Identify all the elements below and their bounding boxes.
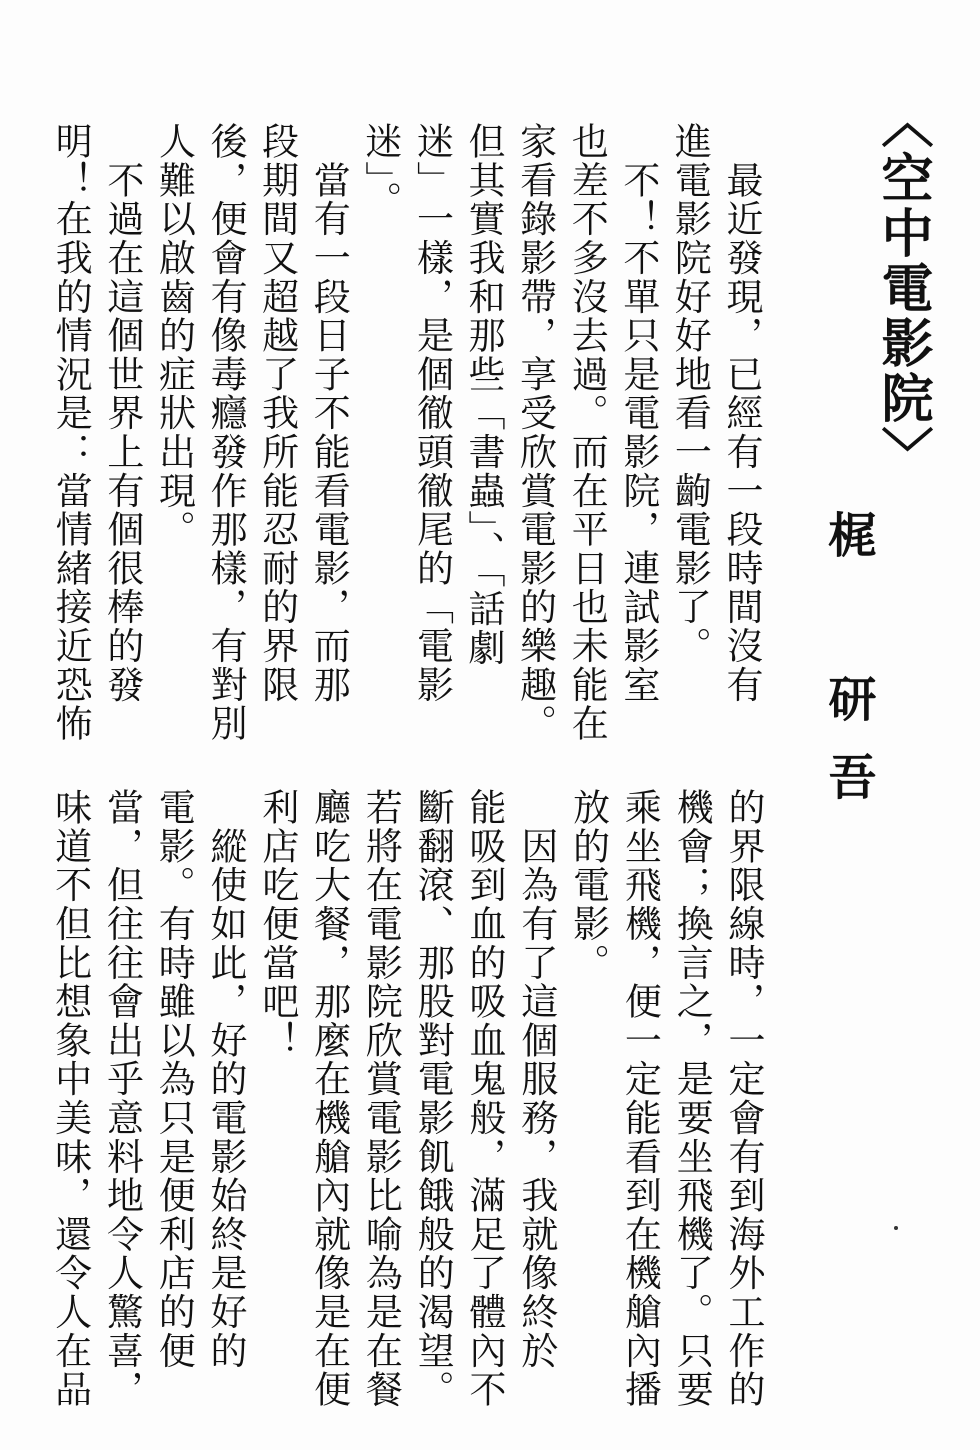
author-name: 梶 研吾 [820, 510, 876, 830]
scan-speck [894, 1226, 898, 1230]
article-title: 〈空中電影院〉 [872, 96, 932, 481]
body-text-lower: 的界限線時，一定會有到海外工作的 機會；換言之，是要坐飛機了。只要 乘坐飛機，便一定能看到在機艙內播 放的電影。 因為有了這個服務，我就像終於 能吸到血的吸血鬼般，滿足了體內不 斷翻滾、那股對電影飢餓般的渴望。 若將在電影院欣賞電影比喻為是在餐 廳吃大餐，那麼在機艙內就像是在便 利店吃便當吧！ 縱使如此，好的電影始終是好的 電影。有時雖以為只是便利店的便 當，但往往會出乎意料地令人驚喜， 味道不但比想象中美味，還令人在品 [48, 788, 765, 1409]
body-text-upper: 最近發現，已經有一段時間沒有 進電影院好好地看一齣電影了。 不！不單只是電影院，連試影室 也差不多沒去過。而在平日也未能在 家看錄影帶，享受欣賞電影的樂趣。 但其實我和那些「書蟲」、「話劇 迷」一樣，是個徹頭徹尾的「電影 迷」。 當有一段日子不能看電影，而那 段期間又超越了我所能忍耐的界限 後，便會有像毒癮發作那樣，有對別 人難以啟齒的症狀出現。 不過在這個世界上有個很棒的發 明！在我的情況是：當情緒接近恐怖 [49, 122, 763, 743]
